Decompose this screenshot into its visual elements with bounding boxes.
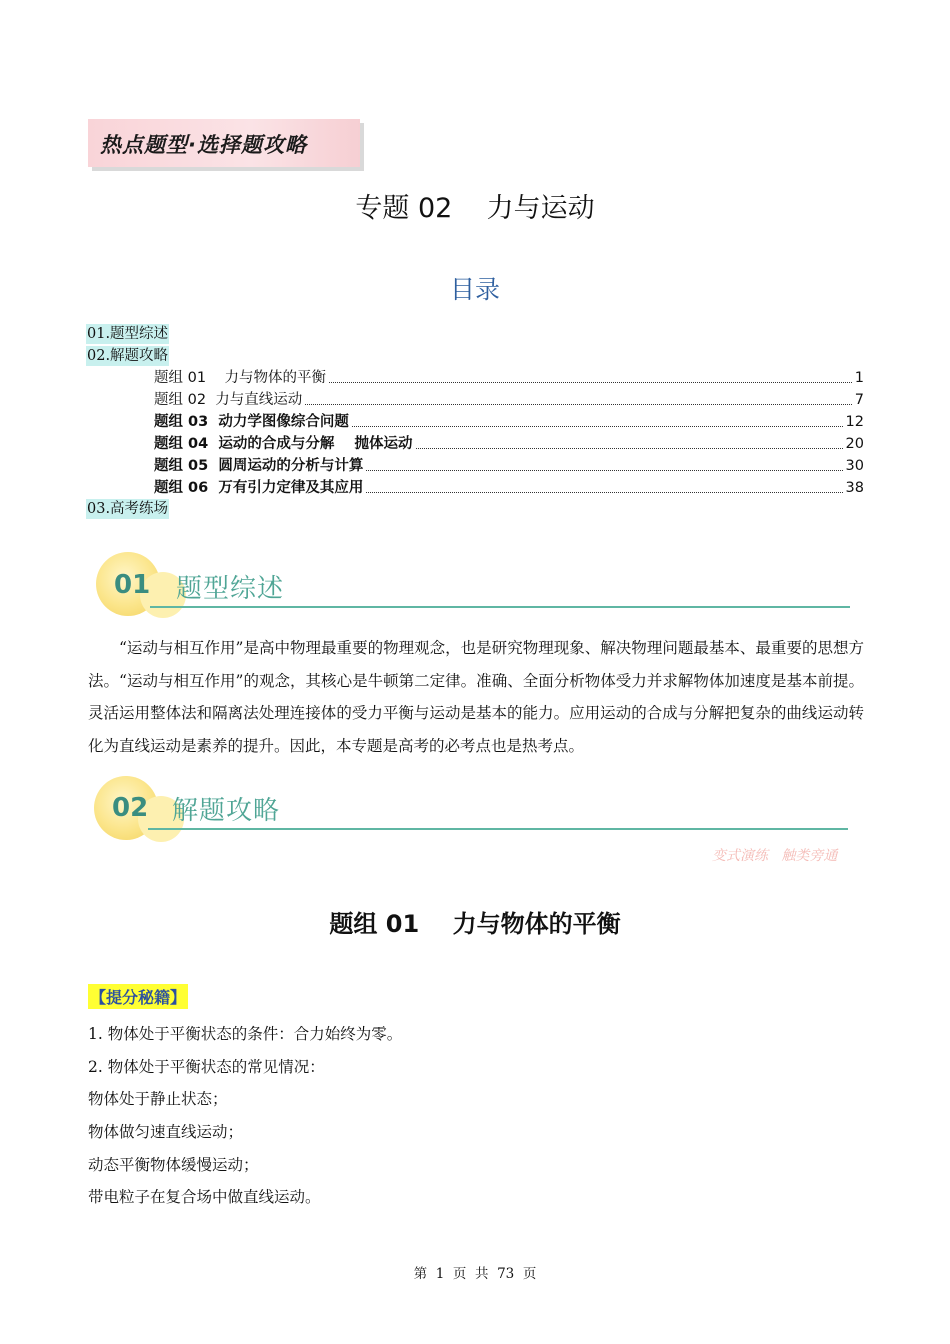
toc-item[interactable] bbox=[154, 390, 864, 410]
tip-line: 1. 物体处于平衡状态的条件：合力始终为零。 bbox=[88, 1025, 403, 1043]
toc-section-practice[interactable]: 03.高考练场 bbox=[87, 501, 169, 517]
tip-line: 2. 物体处于平衡状态的常见情况： bbox=[88, 1058, 325, 1076]
section-number: 02 bbox=[112, 793, 149, 823]
toc-item-page: 30 bbox=[845, 458, 864, 474]
toc-item[interactable] bbox=[154, 434, 864, 454]
overview-paragraph: “运动与相互作用”是高中物理最重要的物理观念，也是研究物理现象、解决物理问题最基本、最重要的思想方法。“运动与相互作用”的观念，其核心是牛顿第二定律。准确、全面分析物体受力并求解物体加速度是基本前提。灵活运用整体法和隔离法处理连接体的受力平衡与运动是基本的能力。应用运动的合成与分解把复杂的曲线运动转化为直线运动是素养的提升。因此，本专题是高考的必考点也是热考点。 bbox=[88, 639, 864, 755]
section-divider bbox=[148, 828, 848, 830]
toc-item-page: 38 bbox=[845, 480, 864, 496]
toc-item-label: 题组 03 动力学图像综合问题 bbox=[154, 414, 349, 430]
section-divider bbox=[150, 606, 850, 608]
toc-leader-dots bbox=[329, 382, 852, 383]
toc-item[interactable] bbox=[154, 478, 864, 498]
section-title: 解题攻略 bbox=[172, 796, 281, 826]
toc-section-strategies[interactable]: 02.解题攻略 bbox=[87, 348, 169, 364]
toc-section-overview[interactable]: 01.题型综述 bbox=[87, 326, 169, 342]
toc-item-page: 1 bbox=[854, 370, 864, 386]
group-title: 题组 01 力与物体的平衡 bbox=[329, 910, 621, 938]
toc-item[interactable] bbox=[154, 412, 864, 432]
toc-item-page: 7 bbox=[854, 392, 864, 408]
tip-line: 物体处于静止状态； bbox=[88, 1090, 228, 1108]
document-title: 专题 02 力与运动 bbox=[355, 193, 595, 224]
tip-line: 物体做匀速直线运动； bbox=[88, 1123, 244, 1141]
tip-line: 动态平衡物体缓慢运动； bbox=[88, 1156, 259, 1174]
toc-item-label: 题组 02 力与直线运动 bbox=[154, 392, 303, 408]
toc-item-page: 12 bbox=[845, 414, 864, 430]
toc-leader-dots bbox=[416, 448, 843, 449]
tip-label: 【提分秘籍】 bbox=[88, 984, 188, 1009]
toc-item-label: 题组 04 运动的合成与分解 抛体运动 bbox=[154, 436, 413, 452]
toc-heading: 目录 bbox=[449, 275, 500, 304]
toc-item-label: 题组 05 圆周运动的分析与计算 bbox=[154, 458, 364, 474]
toc-leader-dots bbox=[305, 404, 851, 405]
section-title: 题型综述 bbox=[176, 574, 285, 604]
toc-item[interactable] bbox=[154, 368, 864, 388]
section-number: 01 bbox=[114, 570, 151, 600]
toc-item-label: 题组 06 万有引力定律及其应用 bbox=[154, 480, 364, 496]
toc-leader-dots bbox=[366, 492, 842, 493]
toc-item-label: 题组 01 力与物体的平衡 bbox=[154, 370, 326, 386]
toc-item[interactable] bbox=[154, 456, 864, 476]
section-slogan: 变式演练 触类旁通 bbox=[712, 848, 838, 864]
toc-item-page: 20 bbox=[845, 436, 864, 452]
tip-line: 带电粒子在复合场中做直线运动。 bbox=[88, 1188, 321, 1206]
category-badge bbox=[88, 119, 360, 167]
category-badge-text: 热点题型·选择题攻略 bbox=[100, 133, 307, 157]
page-footer: 第 1 页 共 73 页 bbox=[413, 1266, 537, 1282]
toc-leader-dots bbox=[352, 426, 843, 427]
toc-leader-dots bbox=[366, 470, 842, 471]
